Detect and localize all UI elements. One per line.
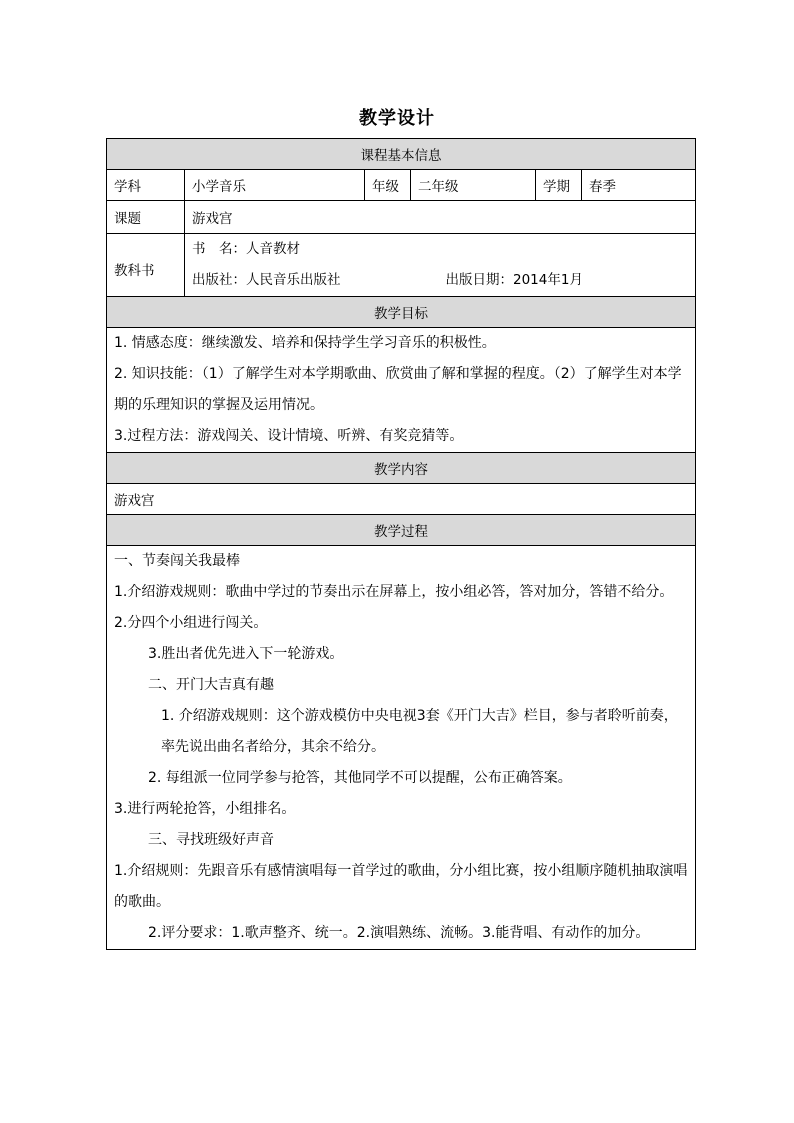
term-label: 学期 bbox=[536, 170, 582, 201]
process-step: 2.评分要求：1.歌声整齐、统一。2.演唱熟练、流畅。3.能背唱、有动作的加分。 bbox=[148, 925, 650, 941]
section-header-basic bbox=[107, 139, 696, 170]
section-header-goals bbox=[107, 297, 696, 328]
process-heading: 三、寻找班级好声音 bbox=[148, 832, 274, 848]
goal-item: 2. 知识技能：（1）了解学生对本学期歌曲、欣赏曲了解和掌握的程度。（2）了解学生对本学期的乐理知识的掌握及运用情况。 bbox=[114, 366, 682, 413]
page-title: 教学设计 bbox=[359, 108, 435, 129]
term-value: 春季 bbox=[582, 170, 696, 201]
textbook-label: 教科书 bbox=[107, 234, 185, 297]
goal-item: 1. 情感态度：继续激发、培养和保持学生学习音乐的积极性。 bbox=[114, 335, 496, 351]
process-step: 3.胜出者优先进入下一轮游戏。 bbox=[148, 646, 344, 662]
section-header-content bbox=[107, 453, 696, 484]
publisher: 出版社：人民音乐出版社 bbox=[192, 272, 341, 288]
process-step: 1.介绍规则：先跟音乐有感情演唱每一首学过的歌曲，分小组比赛，按小组顺序随机抽取演唱的歌曲。 bbox=[114, 863, 688, 910]
process-step: 2. 每组派一位同学参与抢答，其他同学不可以提醒，公布正确答案。 bbox=[148, 770, 572, 786]
section-title-basic: 课程基本信息 bbox=[107, 139, 696, 170]
process-step: 1. 介绍游戏规则：这个游戏模仿中央电视3套《开门大吉》栏目，参与者聆听前奏，率先说出曲名者给分，其余不给分。 bbox=[161, 708, 678, 755]
section-title-process: 教学过程 bbox=[107, 515, 696, 546]
publisher-line bbox=[192, 265, 688, 296]
process-row bbox=[107, 546, 696, 950]
subject-value: 小学音乐 bbox=[185, 170, 365, 201]
content-value: 游戏宫 bbox=[107, 484, 696, 515]
goals-cell bbox=[107, 328, 696, 453]
textbook-info bbox=[185, 234, 696, 297]
process-heading: 二、开门大吉真有趣 bbox=[148, 677, 274, 693]
process-heading: 一、节奏闯关我最棒 bbox=[114, 553, 240, 569]
grade-value: 二年级 bbox=[411, 170, 536, 201]
process-step: 2.分四个小组进行闯关。 bbox=[114, 615, 268, 631]
goals-row bbox=[107, 328, 696, 453]
content-row bbox=[107, 484, 696, 515]
goal-item: 3.过程方法：游戏闯关、设计情境、听辨、有奖竞猜等。 bbox=[114, 428, 464, 444]
subject-label: 学科 bbox=[107, 170, 185, 201]
section-title-goals: 教学目标 bbox=[107, 297, 696, 328]
basic-info-row bbox=[107, 170, 696, 201]
section-header-process bbox=[107, 515, 696, 546]
topic-label: 课题 bbox=[107, 201, 185, 234]
process-step: 3.进行两轮抢答，小组排名。 bbox=[114, 801, 296, 817]
textbook-row bbox=[107, 234, 696, 297]
topic-value: 游戏宫 bbox=[185, 201, 696, 234]
section-title-content: 教学内容 bbox=[107, 453, 696, 484]
book-name: 书 名：人音教材 bbox=[192, 241, 300, 257]
grade-label: 年级 bbox=[365, 170, 411, 201]
lesson-plan-table bbox=[106, 138, 696, 950]
process-step: 1.介绍游戏规则：歌曲中学过的节奏出示在屏幕上，按小组必答，答对加分，答错不给分。 bbox=[114, 584, 674, 600]
topic-row bbox=[107, 201, 696, 234]
process-cell bbox=[107, 546, 696, 950]
publication-date: 出版日期：2014年1月 bbox=[445, 272, 583, 288]
